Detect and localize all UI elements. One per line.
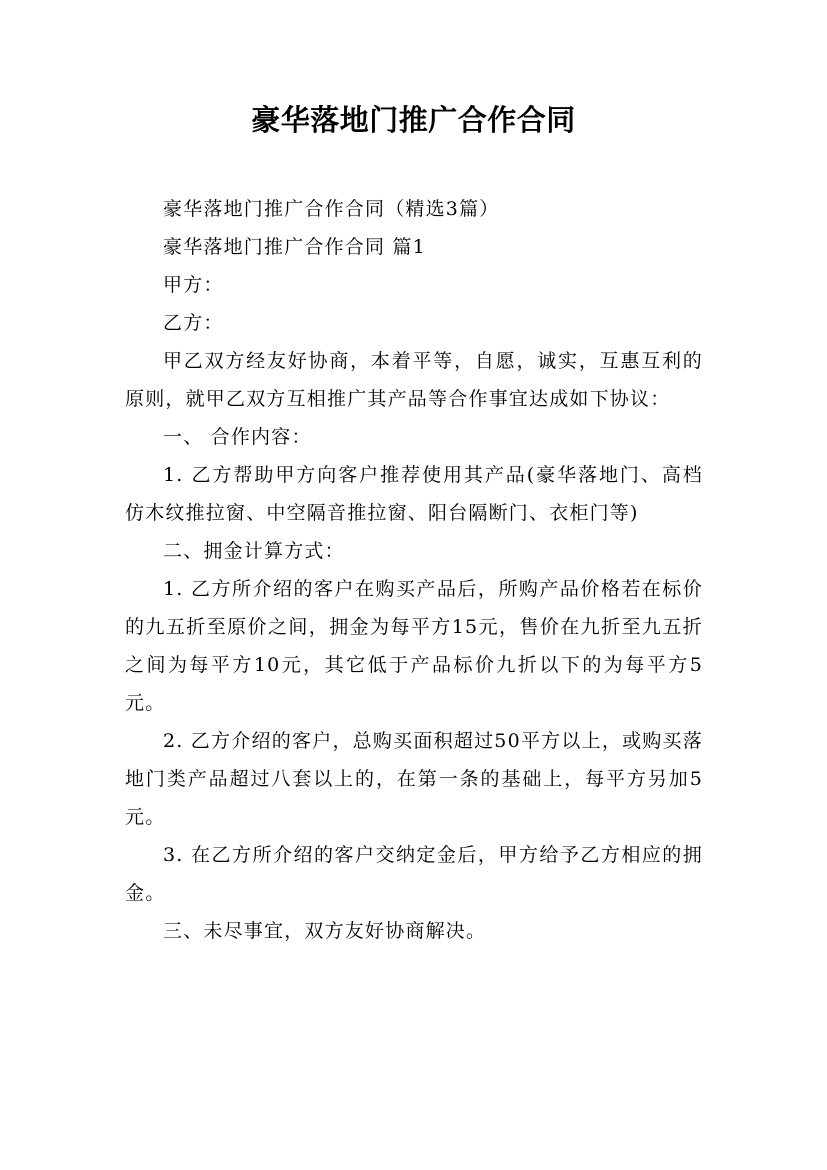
paragraph-clause-2-item-3: 3. 在乙方所介绍的客户交纳定金后，甲方给予乙方相应的拥金。 — [125, 844, 703, 904]
document-body — [125, 190, 703, 950]
paragraph-section-heading: 豪华落地门推广合作合同 篇1 — [163, 236, 426, 258]
paragraph-clause-2-item-2: 2. 乙方介绍的客户，总购买面积超过50平方以上，或购买落地门类产品超过八套以上的，在第一条的基础上，每平方另加5元。 — [125, 730, 703, 828]
paragraph-subtitle: 豪华落地门推广合作合同（精选3篇） — [163, 198, 500, 220]
paragraph-preamble: 甲乙双方经友好协商，本着平等，自愿，诚实，互惠互利的原则，就甲乙双方互相推广其产品等合作事宜达成如下协议： — [125, 350, 703, 410]
paragraph-clause-3: 三、未尽事宜，双方友好协商解决。 — [163, 920, 487, 942]
paragraph-clause-2-item-1: 1. 乙方所介绍的客户在购买产品后，所购产品价格若在标价的九五折至原价之间，拥金为每平方15元，售价在九折至九五折之间为每平方10元，其它低于产品标价九折以下的为每平方5元。 — [125, 578, 703, 714]
paragraph-party-b: 乙方： — [163, 312, 224, 334]
paragraph-party-a: 甲方： — [163, 274, 224, 296]
paragraph-clause-1-item-1: 1. 乙方帮助甲方向客户推荐使用其产品(豪华落地门、高档仿木纹推拉窗、中空隔音推拉窗、阳台隔断门、衣柜门等) — [125, 464, 703, 524]
paragraph-clause-1-heading: 一、 合作内容： — [163, 426, 312, 448]
paragraph-clause-2-heading: 二、拥金计算方式： — [163, 540, 345, 562]
document-title: 豪华落地门推广合作合同 — [251, 103, 576, 137]
